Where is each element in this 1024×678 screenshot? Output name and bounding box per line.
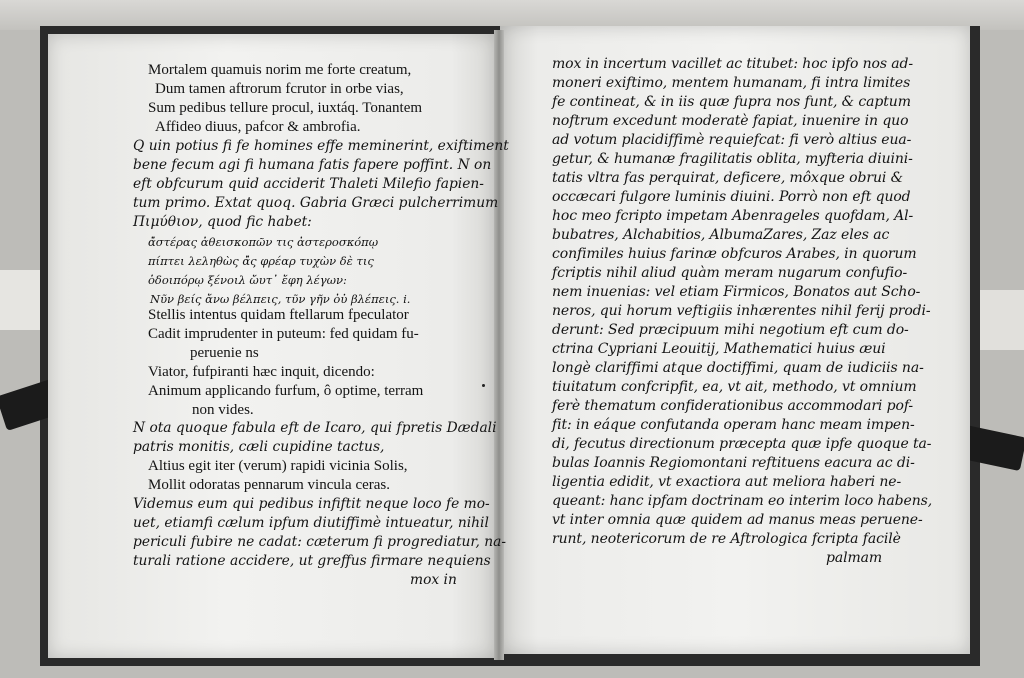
left-line: Cadit imprudenter in puteum: fed quidam fu-: [148, 326, 419, 342]
right-line: palmam: [826, 550, 883, 566]
ink-speck: [482, 384, 485, 387]
left-line: ἀ̓στέρας ἀθεισκοπῶν τις ἀστεροσκόπῳ: [148, 235, 379, 249]
left-line: bene fecum agi fi humana fatis fapere poffint. N on: [133, 157, 492, 173]
right-line: nem inuenias: vel etiam Firmicos, Bonatos aut Scho-: [552, 284, 921, 300]
right-line: fit: in eáque confutanda operam hanc meam impen-: [552, 417, 915, 433]
right-line: longè clariffimi atque doctiffimi, quam de iudiciis na-: [552, 360, 924, 376]
left-line: Q uin potius fi fe homines effe meminerint, exiftiment: [133, 138, 509, 154]
left-line: Altius egit iter (verum) rapidi vicinia Solis,: [148, 458, 408, 474]
left-line: uet, etiamfi cælum ipfum diutiffimè intueatur, nihil: [133, 515, 489, 531]
left-line: tum primo. Extat quoq. Gabria Græci pulcherrimum: [133, 195, 499, 211]
right-line: ligentia edidit, vt exactiora aut meliora haberi ne-: [552, 474, 902, 490]
right-line: moneri exiftimo, mentem humanam, fi intra limites: [552, 75, 911, 91]
right-line: tiuitatum confcripfit, ea, vt ait, methodo, vt omnium: [552, 379, 917, 395]
left-line: Sum pedibus tellure procul, iuxtáq. Tonantem: [148, 100, 423, 116]
right-line: getur, & humanæ fragilitatis oblita, myfteria diuini-: [552, 151, 913, 167]
right-line: runt, neotericorum de re Aftrologica fcripta facilè: [552, 531, 901, 547]
right-line: mox in incertum vacillet ac titubet: hoc ipfo nos ad-: [552, 56, 914, 72]
right-line: hoc meo fcripto impetam Abenrageles quofdam, Al-: [552, 208, 914, 224]
right-line: di, fecutus directionum præcepta quæ ipfe quoque ta-: [552, 436, 932, 452]
left-line: Affideo diuus, pafcor & ambrofia.: [155, 119, 361, 135]
right-line: ferè thematum confiderationibus accommodari pof-: [552, 398, 914, 414]
right-line: ctrina Cypriani Leouitij, Mathematici huius æui: [552, 341, 886, 357]
left-line: periculi fubire ne cadat: cæterum fi progrediatur, na-: [133, 534, 507, 550]
right-line: fe contineat, & in iis quæ fupra nos funt, & captum: [552, 94, 911, 110]
right-line: occæcari fulgore luminis diuini. Porrò non eft quod: [552, 189, 911, 205]
right-line: tatis vltra fas perquirat, deficere, môxque obrui &: [552, 170, 903, 186]
left-line: N ota quoque fabula eft de Icaro, qui fpretis Dædali: [133, 420, 497, 436]
book-gutter: [494, 30, 504, 660]
right-line: derunt: Sed præcipuum mihi negotium eft cum do-: [552, 322, 909, 338]
left-line: Animum applicando furfum, ô optime, terram: [148, 383, 424, 399]
right-line: vt inter omnia quæ quidem ad manus meas peruene-: [552, 512, 923, 528]
left-line: turali ratione accidere, ut greffus firmare nequiens: [133, 553, 491, 569]
left-line: patris monitis, cæli cupidine tactus,: [133, 439, 385, 455]
left-line: mox in: [410, 572, 457, 588]
left-line: Videmus eum qui pedibus infiftit neque loco fe mo-: [133, 496, 490, 512]
left-line: Viator, fufpiranti hæc inquit, dicendo:: [148, 364, 375, 380]
left-line: ὁδοιπόρῳ ξένοιλ ὤυτ᾽ ἔφη λέγων:: [148, 273, 347, 287]
right-line: fcriptis nihil aliud quàm meram nugarum confufio-: [552, 265, 908, 281]
right-line: neros, qui horum veftigiis inhærentes nihil ferij prodi-: [552, 303, 931, 319]
paper-strip-left: [0, 270, 40, 330]
right-line: noftrum excedunt moderatè fapiat, inuenire in quo: [552, 113, 909, 129]
left-line: πίπτει λεληθὼς ἀ̓ς φρέαρ τυχὼν δὲ τις: [148, 254, 374, 268]
right-line: confimiles huius farinæ obfcuros Arabes, in quorum: [552, 246, 917, 262]
left-line: Νῦν βείς ἄνω βέλπεις, τῦν γῆν ὀὐ βλέπεις. i.: [150, 292, 411, 306]
left-line: Dum tamen aftrorum fcrutor in orbe vias,: [155, 81, 404, 97]
left-line: Mollit odoratas pennarum vincula ceras.: [148, 477, 391, 493]
right-line: bubatres, Alchabitios, AlbumaZares, Zaz eles ac: [552, 227, 890, 243]
right-line: bulas Ioannis Regiomontani reftituens eacura ac di-: [552, 455, 915, 471]
left-line: peruenie ns: [190, 345, 259, 361]
left-line: eft obfcurum quid acciderit Thaleti Milefio fapien-: [133, 176, 484, 192]
right-line: queant: hanc ipfam doctrinam eo interim loco habens,: [552, 493, 933, 509]
left-line: Mortalem quamuis norim me forte creatum,: [148, 62, 412, 78]
right-line: ad votum placidiffimè requiefcat: fi verò altius eua-: [552, 132, 912, 148]
left-line: Πιμύθιον, quod fic habet:: [133, 214, 312, 230]
left-line: non vides.: [192, 402, 254, 418]
left-line: Stellis intentus quidam ftellarum fpeculator: [148, 307, 409, 323]
